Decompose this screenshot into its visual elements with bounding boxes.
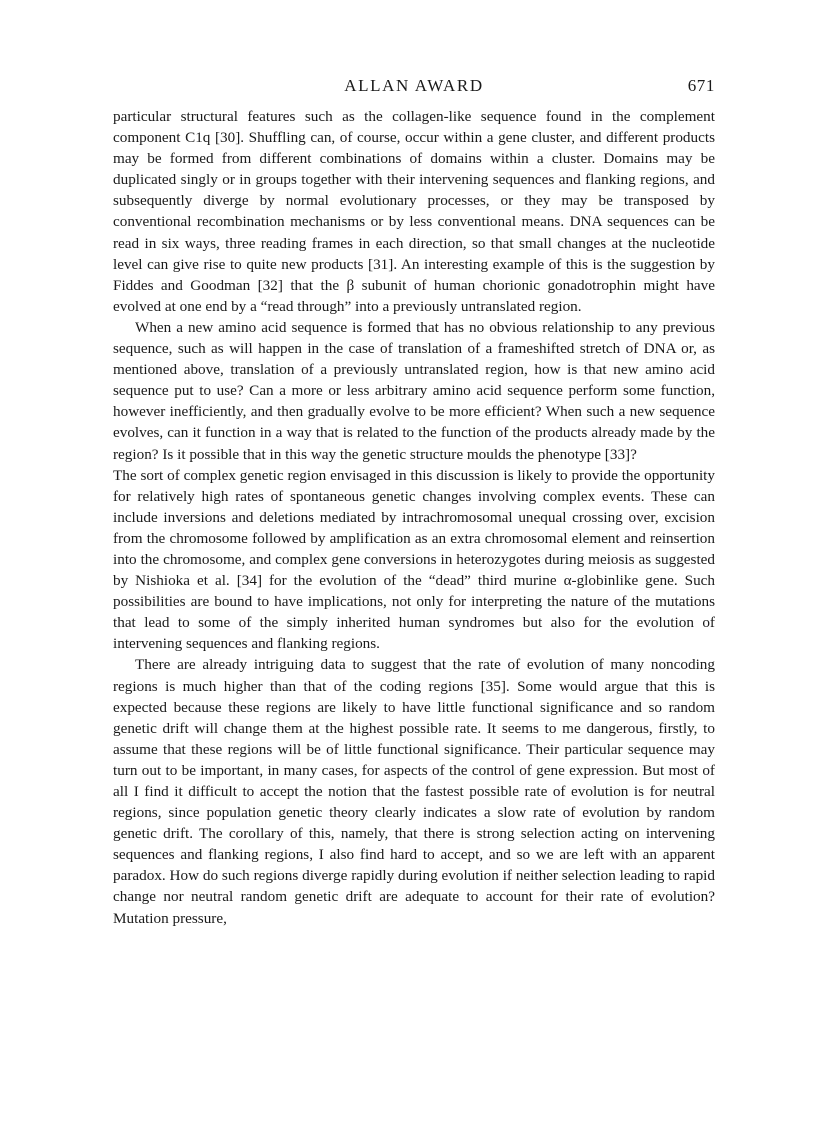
running-head: ALLAN AWARD <box>344 76 484 95</box>
paragraph-complex-region: The sort of complex genetic region envisaged in this discussion is likely to provide the opportunity for relatively high rates of spontaneous genetic changes involving complex events. These can include inversions and deletions mediated by intrachromosomal unequal crossing over, excision from the chromosome followed by amplification as an extra chromosomal element and reinsertion into the chromosome, and complex gene conversions in heterozygotes during meiosis as suggested by Nishioka et al. [34] for the evolution of the “dead” third murine α-globinlike gene. Such possibilities are bound to have implications, not only for interpreting the nature of the mutations that lead to some of the simply inherited human syndromes but also for the evolution of intervening sequences and flanking regions. <box>113 466 715 653</box>
paragraph-noncoding-evolution: There are already intriguing data to suggest that the rate of evolution of many noncoding regions is much higher than that of the coding regions [35]. Some would argue that this is expected because these regions are likely to have little functional significance and so random genetic drift will change them at the highest possible rate. It seems to me dangerous, firstly, to assume that these regions will be of little functional significance. Their particular sequence may turn out to be important, in many cases, for aspects of the control of gene expression. But most of all I find it difficult to accept the notion that the fastest possible rate of evolution is for neutral regions, since population genetic theory clearly indicates a slow rate of evolution by random genetic drift. The corollary of this, namely, that there is strong selection acting on intervening sequences and flanking regions, I also find hard to accept, and so we are left with an apparent paradox. How do such regions diverge rapidly during evolution if neither selection leading to rapid change nor neutral random genetic drift are adequate to account for their rate of evolution? Mutation pressure, <box>113 656 715 927</box>
body-text <box>113 106 715 929</box>
paragraph-continued: particular structural features such as the collagen-like sequence found in the complement component C1q [30]. Shuffling can, of course, occur within a gene cluster, and different products may be formed from different combinations of domains within a cluster. Domains may be duplicated singly or in groups together with their intervening sequences and flanking regions, and subsequently diverge by normal evolutionary processes, or they may be transposed by conventional recombination mechanisms or by less conventional means. DNA sequences can be read in six ways, three reading frames in each direction, so that small changes at the nucleotide level can give rise to quite new products [31]. An interesting example of this is the suggestion by Fiddes and Goodman [32] that the β subunit of human chorionic gonadotrophin might have evolved at one end by a “read through” into a previously untranslated region. <box>113 108 715 315</box>
paragraph-new-sequence: When a new amino acid sequence is formed that has no obvious relationship to any previous sequence, such as will happen in the case of translation of a frameshifted stretch of DNA or, as mentioned above, translation of a previously untranslated region, how is that new amino acid sequence put to use? Can a more or less arbitrary amino acid sequence perform some function, however inefficiently, and then gradually evolve to be more efficient? When such a new sequence evolves, can it function in a way that is related to the function of the products already made by the region? Is it possible that in this way the genetic structure moulds the phenotype [33]? <box>113 318 715 463</box>
page-header <box>113 76 715 100</box>
page-number: 671 <box>687 76 715 95</box>
